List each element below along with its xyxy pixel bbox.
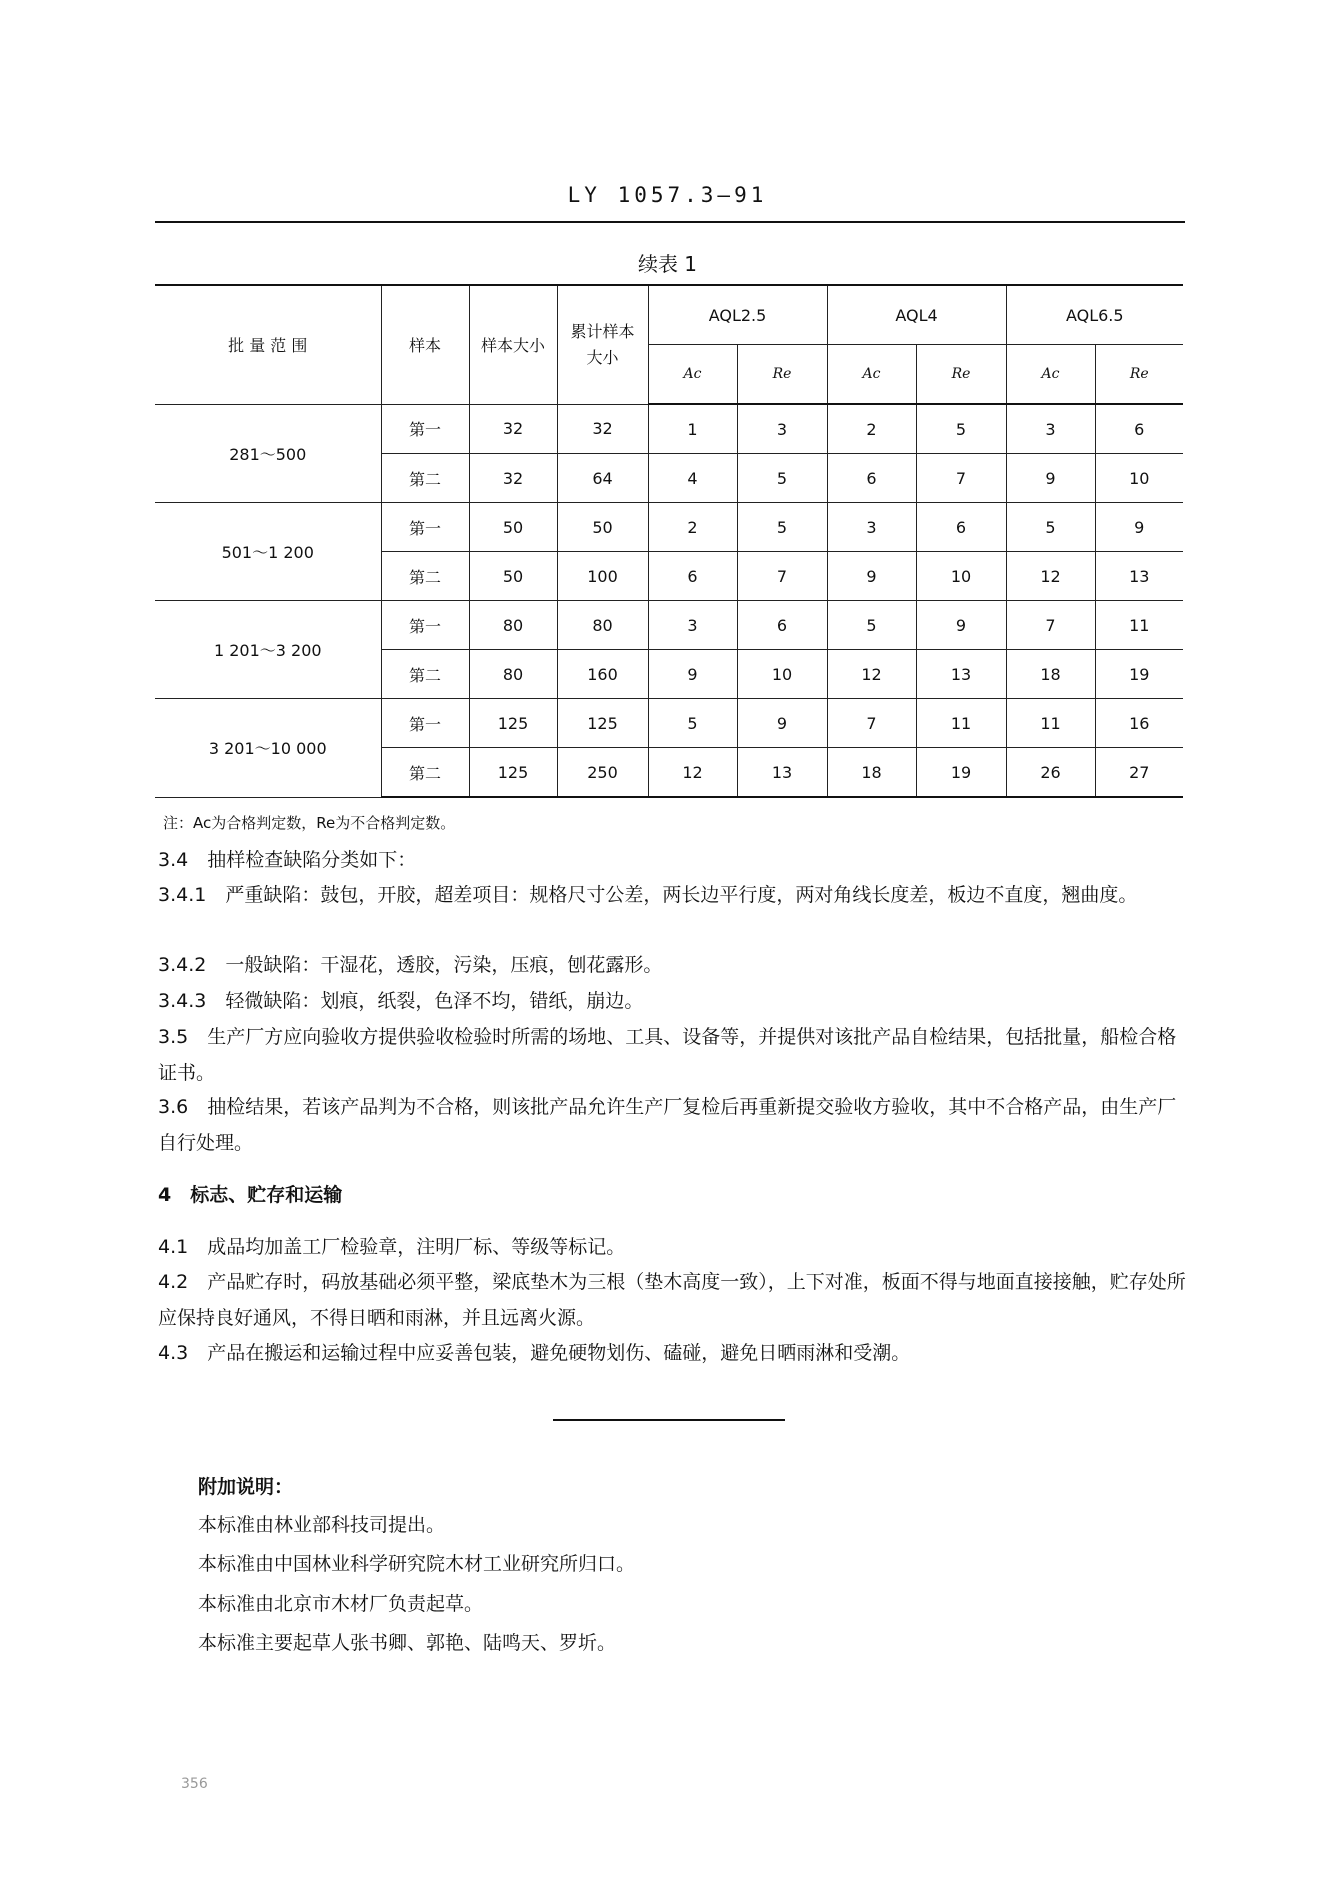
sample-size-cell: 80 (469, 601, 557, 650)
cum-sample-size-cell: 100 (557, 552, 648, 601)
re-value-cell: 5 (737, 503, 827, 552)
re-value-cell: 10 (1095, 454, 1183, 503)
para-3-4: 3.4 抽样检查缺陷分类如下： (158, 849, 417, 871)
header-sample-size: 样本大小 (469, 285, 557, 404)
sample-size-cell: 125 (469, 699, 557, 748)
page-number: 356 (181, 1776, 208, 1792)
re-value-cell: 6 (1095, 404, 1183, 454)
batch-range-cell: 3 201～10 000 (155, 699, 381, 798)
re-value-cell: 5 (916, 404, 1006, 454)
header-re: Re (737, 345, 827, 405)
cum-sample-size-cell: 64 (557, 454, 648, 503)
ac-value-cell: 18 (827, 748, 916, 798)
ac-value-cell: 6 (648, 552, 737, 601)
ac-value-cell: 26 (1006, 748, 1095, 798)
cum-sample-size-cell: 250 (557, 748, 648, 798)
table-row (155, 503, 1183, 552)
ac-value-cell: 18 (1006, 650, 1095, 699)
ac-value-cell: 4 (648, 454, 737, 503)
cum-sample-size-cell: 80 (557, 601, 648, 650)
re-value-cell: 13 (916, 650, 1006, 699)
re-value-cell: 7 (737, 552, 827, 601)
re-value-cell: 9 (916, 601, 1006, 650)
re-value-cell: 13 (737, 748, 827, 798)
ac-value-cell: 12 (1006, 552, 1095, 601)
end-divider (553, 1419, 785, 1421)
table-body (155, 404, 1183, 797)
table-note: 注：Ac为合格判定数，Re为不合格判定数。 (163, 814, 456, 832)
sample-size-cell: 50 (469, 552, 557, 601)
para-4-1: 4.1 成品均加盖工厂检验章，注明厂标、等级等标记。 (158, 1236, 626, 1258)
sample-cell: 第一 (381, 699, 469, 748)
header-batch-range: 批 量 范 围 (155, 285, 381, 404)
ac-value-cell: 3 (648, 601, 737, 650)
re-value-cell: 10 (916, 552, 1006, 601)
ac-value-cell: 2 (827, 404, 916, 454)
ac-value-cell: 9 (648, 650, 737, 699)
ac-value-cell: 2 (648, 503, 737, 552)
ac-value-cell: 3 (827, 503, 916, 552)
ac-value-cell: 12 (827, 650, 916, 699)
section-4-heading: 4 标志、贮存和运输 (158, 1184, 343, 1206)
additional-notes-title: 附加说明： (198, 1476, 294, 1498)
re-value-cell: 27 (1095, 748, 1183, 798)
batch-range-cell: 501～1 200 (155, 503, 381, 601)
para-4-3: 4.3 产品在搬运和运输过程中应妥善包装，避免硬物划伤、磕碰，避免日晒雨淋和受潮。 (158, 1342, 911, 1364)
sample-size-cell: 50 (469, 503, 557, 552)
cum-sample-size-cell: 50 (557, 503, 648, 552)
additional-line: 本标准由中国林业科学研究院木材工业研究所归口。 (198, 1553, 636, 1575)
additional-line: 本标准由北京市木材厂负责起草。 (198, 1593, 484, 1615)
standard-code-header: LY 1057.3—91 (567, 183, 768, 207)
re-value-cell: 3 (737, 404, 827, 454)
table-caption: 续表 1 (637, 252, 698, 276)
sample-size-cell: 32 (469, 454, 557, 503)
table-row (155, 601, 1183, 650)
ac-value-cell: 5 (648, 699, 737, 748)
sample-cell: 第二 (381, 748, 469, 798)
ac-value-cell: 7 (1006, 601, 1095, 650)
re-value-cell: 16 (1095, 699, 1183, 748)
header-ac: Ac (648, 345, 737, 405)
re-value-cell: 6 (737, 601, 827, 650)
re-value-cell: 13 (1095, 552, 1183, 601)
ac-value-cell: 12 (648, 748, 737, 798)
header-aql-6-5: AQL6.5 (1006, 285, 1183, 345)
table-row (155, 699, 1183, 748)
re-value-cell: 9 (1095, 503, 1183, 552)
para-3-4-3: 3.4.3 轻微缺陷：划痕，纸裂，色泽不均，错纸，崩边。 (158, 990, 644, 1012)
re-value-cell: 9 (737, 699, 827, 748)
ac-value-cell: 7 (827, 699, 916, 748)
ac-value-cell: 5 (827, 601, 916, 650)
ac-value-cell: 6 (827, 454, 916, 503)
re-value-cell: 6 (916, 503, 1006, 552)
header-rule (155, 221, 1185, 223)
sampling-table (155, 284, 1183, 798)
additional-line: 本标准主要起草人张书卿、郭艳、陆鸣天、罗圻。 (198, 1632, 617, 1654)
ac-value-cell: 5 (1006, 503, 1095, 552)
sample-cell: 第二 (381, 552, 469, 601)
ac-value-cell: 11 (1006, 699, 1095, 748)
sample-size-cell: 80 (469, 650, 557, 699)
header-re: Re (916, 345, 1006, 405)
re-value-cell: 19 (1095, 650, 1183, 699)
sample-cell: 第一 (381, 503, 469, 552)
header-ac: Ac (827, 345, 916, 405)
para-3-4-1: 3.4.1 严重缺陷：鼓包，开胶，超差项目：规格尺寸公差，两长边平行度，两对角线长度差，板边不直度，翘曲度。 (158, 884, 1138, 906)
header-re: Re (1095, 345, 1183, 405)
header-aql-2-5: AQL2.5 (648, 285, 827, 345)
ac-value-cell: 1 (648, 404, 737, 454)
re-value-cell: 5 (737, 454, 827, 503)
re-value-cell: 11 (916, 699, 1006, 748)
ac-value-cell: 3 (1006, 404, 1095, 454)
batch-range-cell: 281～500 (155, 404, 381, 503)
header-ac: Ac (1006, 345, 1095, 405)
para-3-6: 3.6 抽检结果，若该产品判为不合格，则该批产品允许生产厂复检后再重新提交验收方验收，其中不合格产品，由生产厂自行处理。 (158, 1096, 1177, 1154)
header-cum-sample-size: 累计样本大小 (557, 285, 648, 404)
sample-cell: 第一 (381, 601, 469, 650)
header-sample: 样本 (381, 285, 469, 404)
batch-range-cell: 1 201～3 200 (155, 601, 381, 699)
para-3-4-2: 3.4.2 一般缺陷：干湿花，透胶，污染，压痕，刨花露形。 (158, 954, 663, 976)
sample-cell: 第一 (381, 404, 469, 454)
ac-value-cell: 9 (827, 552, 916, 601)
sample-size-cell: 32 (469, 404, 557, 454)
cum-sample-size-cell: 32 (557, 404, 648, 454)
sample-cell: 第二 (381, 650, 469, 699)
para-3-5: 3.5 生产厂方应向验收方提供验收检验时所需的场地、工具、设备等，并提供对该批产品自检结果，包括批量，船检合格证书。 (158, 1026, 1177, 1084)
re-value-cell: 19 (916, 748, 1006, 798)
header-aql-4: AQL4 (827, 285, 1006, 345)
re-value-cell: 10 (737, 650, 827, 699)
additional-line: 本标准由林业部科技司提出。 (198, 1514, 446, 1536)
ac-value-cell: 9 (1006, 454, 1095, 503)
cum-sample-size-cell: 160 (557, 650, 648, 699)
re-value-cell: 7 (916, 454, 1006, 503)
table-row (155, 404, 1183, 454)
cum-sample-size-cell: 125 (557, 699, 648, 748)
para-4-2: 4.2 产品贮存时，码放基础必须平整，梁底垫木为三根（垫木高度一致），上下对准，板面不得与地面直接接触，贮存处所应保持良好通风，不得日晒和雨淋，并且远离火源。 (158, 1271, 1186, 1329)
sample-cell: 第二 (381, 454, 469, 503)
sample-size-cell: 125 (469, 748, 557, 798)
re-value-cell: 11 (1095, 601, 1183, 650)
